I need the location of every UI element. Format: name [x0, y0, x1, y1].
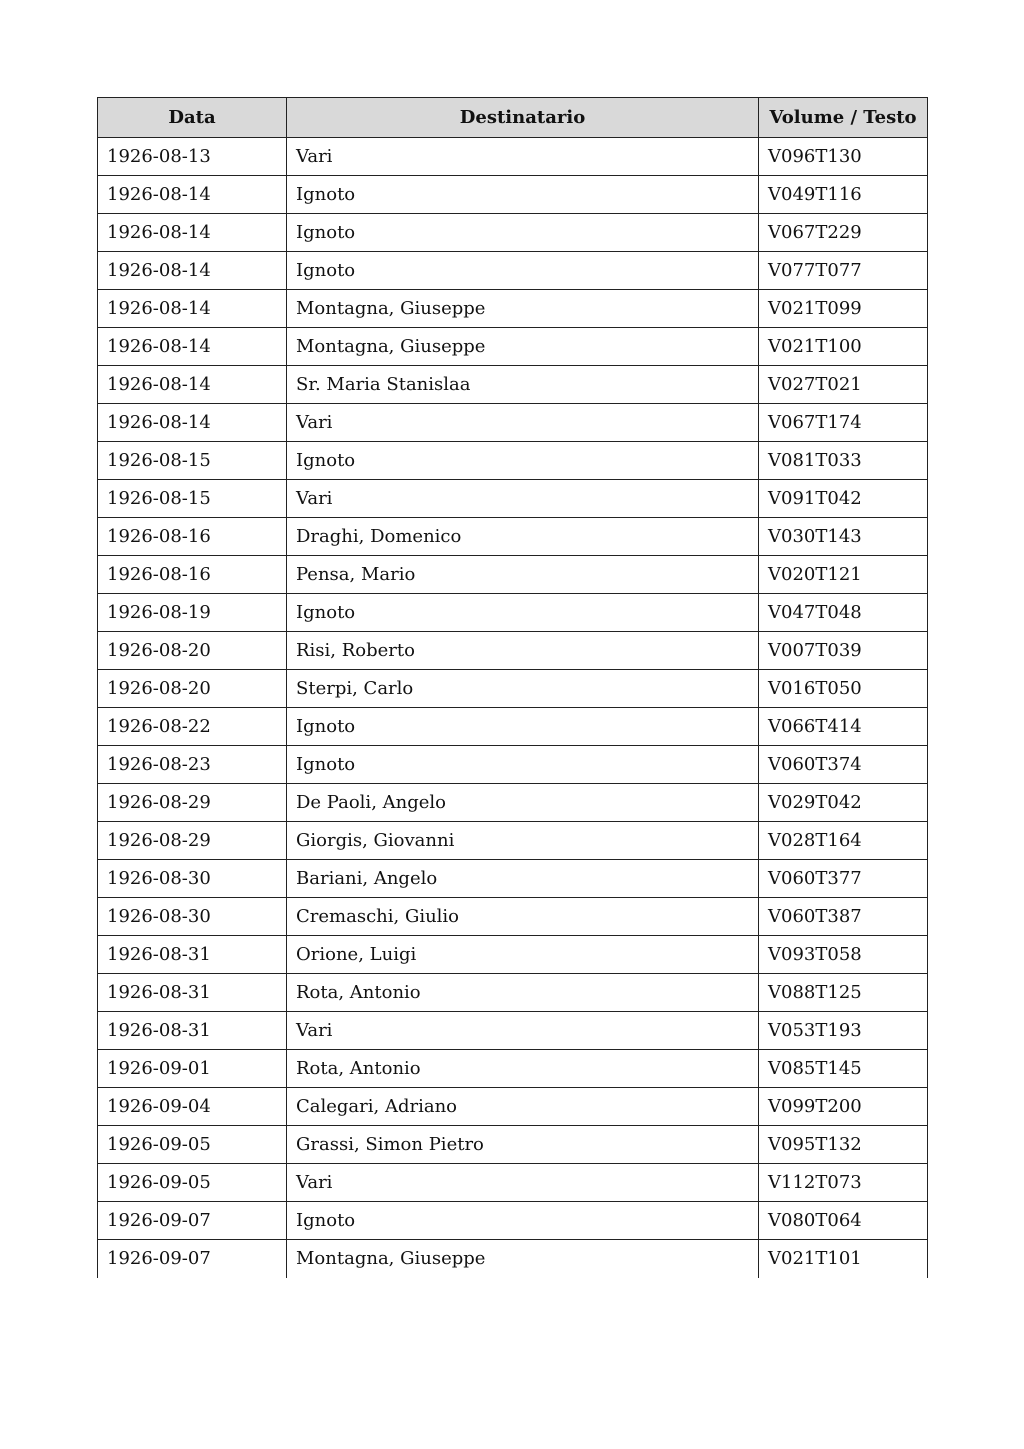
cell-volume-text: V020T121: [759, 556, 928, 594]
cell-volume-text: V112T073: [759, 1164, 928, 1202]
table-row: [98, 746, 928, 784]
cell-recipient: Draghi, Domenico: [287, 518, 759, 556]
column-header-volume-testo: Volume / Testo: [759, 98, 928, 138]
table-row: [98, 138, 928, 176]
table-row: [98, 1126, 928, 1164]
cell-recipient: Vari: [287, 138, 759, 176]
cell-volume-text: V027T021: [759, 366, 928, 404]
cell-recipient: De Paoli, Angelo: [287, 784, 759, 822]
table-row: [98, 784, 928, 822]
cell-recipient: Ignoto: [287, 708, 759, 746]
cell-volume-text: V028T164: [759, 822, 928, 860]
table-row: [98, 1088, 928, 1126]
cell-date: 1926-08-20: [98, 632, 287, 670]
cell-volume-text: V021T100: [759, 328, 928, 366]
cell-recipient: Ignoto: [287, 746, 759, 784]
cell-recipient: Vari: [287, 480, 759, 518]
cell-recipient: Vari: [287, 1012, 759, 1050]
cell-recipient: Cremaschi, Giulio: [287, 898, 759, 936]
cell-date: 1926-09-05: [98, 1126, 287, 1164]
cell-date: 1926-08-14: [98, 252, 287, 290]
cell-date: 1926-09-07: [98, 1202, 287, 1240]
table-row: [98, 176, 928, 214]
cell-volume-text: V060T374: [759, 746, 928, 784]
cell-recipient: Ignoto: [287, 442, 759, 480]
table-row: [98, 252, 928, 290]
cell-date: 1926-09-07: [98, 1240, 287, 1278]
table-row: [98, 404, 928, 442]
cell-date: 1926-08-31: [98, 936, 287, 974]
cell-volume-text: V088T125: [759, 974, 928, 1012]
cell-volume-text: V066T414: [759, 708, 928, 746]
cell-volume-text: V021T099: [759, 290, 928, 328]
cell-date: 1926-08-30: [98, 860, 287, 898]
cell-recipient: Sterpi, Carlo: [287, 670, 759, 708]
cell-recipient: Giorgis, Giovanni: [287, 822, 759, 860]
cell-volume-text: V096T130: [759, 138, 928, 176]
cell-date: 1926-08-20: [98, 670, 287, 708]
cell-recipient: Ignoto: [287, 1202, 759, 1240]
table-row: [98, 328, 928, 366]
cell-volume-text: V080T064: [759, 1202, 928, 1240]
cell-date: 1926-08-16: [98, 556, 287, 594]
cell-date: 1926-08-16: [98, 518, 287, 556]
cell-recipient: Ignoto: [287, 214, 759, 252]
cell-recipient: Ignoto: [287, 594, 759, 632]
cell-date: 1926-08-30: [98, 898, 287, 936]
table-row: [98, 518, 928, 556]
table-row: [98, 480, 928, 518]
table-row: [98, 898, 928, 936]
cell-volume-text: V021T101: [759, 1240, 928, 1278]
cell-recipient: Montagna, Giuseppe: [287, 328, 759, 366]
cell-date: 1926-08-23: [98, 746, 287, 784]
cell-volume-text: V067T229: [759, 214, 928, 252]
cell-date: 1926-08-14: [98, 176, 287, 214]
table-row: [98, 708, 928, 746]
table-row: [98, 442, 928, 480]
cell-date: 1926-08-14: [98, 214, 287, 252]
table-row: [98, 594, 928, 632]
cell-recipient: Pensa, Mario: [287, 556, 759, 594]
cell-date: 1926-08-14: [98, 404, 287, 442]
cell-date: 1926-09-01: [98, 1050, 287, 1088]
cell-recipient: Orione, Luigi: [287, 936, 759, 974]
table-row: [98, 632, 928, 670]
cell-date: 1926-08-14: [98, 328, 287, 366]
cell-date: 1926-08-31: [98, 974, 287, 1012]
cell-date: 1926-08-14: [98, 366, 287, 404]
cell-volume-text: V047T048: [759, 594, 928, 632]
table-row: [98, 290, 928, 328]
cell-volume-text: V099T200: [759, 1088, 928, 1126]
letters-table: [97, 97, 928, 1278]
cell-recipient: Montagna, Giuseppe: [287, 1240, 759, 1278]
table-row: [98, 974, 928, 1012]
cell-volume-text: V081T033: [759, 442, 928, 480]
cell-volume-text: V067T174: [759, 404, 928, 442]
cell-volume-text: V029T042: [759, 784, 928, 822]
cell-recipient: Calegari, Adriano: [287, 1088, 759, 1126]
table-row: [98, 936, 928, 974]
table-row: [98, 860, 928, 898]
cell-recipient: Montagna, Giuseppe: [287, 290, 759, 328]
table-header-row: [98, 98, 928, 138]
cell-date: 1926-08-13: [98, 138, 287, 176]
cell-date: 1926-08-29: [98, 822, 287, 860]
column-header-destinatario: Destinatario: [287, 98, 759, 138]
cell-recipient: Ignoto: [287, 176, 759, 214]
document-page: [97, 97, 927, 1278]
table-row: [98, 556, 928, 594]
column-header-data: Data: [98, 98, 287, 138]
cell-recipient: Rota, Antonio: [287, 974, 759, 1012]
cell-date: 1926-09-04: [98, 1088, 287, 1126]
cell-date: 1926-08-29: [98, 784, 287, 822]
cell-recipient: Sr. Maria Stanislaa: [287, 366, 759, 404]
cell-volume-text: V060T387: [759, 898, 928, 936]
cell-recipient: Vari: [287, 404, 759, 442]
cell-volume-text: V060T377: [759, 860, 928, 898]
table-row: [98, 1202, 928, 1240]
cell-date: 1926-08-19: [98, 594, 287, 632]
cell-recipient: Bariani, Angelo: [287, 860, 759, 898]
cell-date: 1926-08-31: [98, 1012, 287, 1050]
cell-volume-text: V095T132: [759, 1126, 928, 1164]
cell-volume-text: V077T077: [759, 252, 928, 290]
cell-date: 1926-08-14: [98, 290, 287, 328]
table-row: [98, 670, 928, 708]
cell-volume-text: V093T058: [759, 936, 928, 974]
cell-volume-text: V053T193: [759, 1012, 928, 1050]
cell-recipient: Risi, Roberto: [287, 632, 759, 670]
cell-date: 1926-08-22: [98, 708, 287, 746]
table-row: [98, 1240, 928, 1278]
table-row: [98, 1164, 928, 1202]
cell-recipient: Rota, Antonio: [287, 1050, 759, 1088]
table-row: [98, 214, 928, 252]
cell-recipient: Vari: [287, 1164, 759, 1202]
table-row: [98, 1050, 928, 1088]
cell-volume-text: V091T042: [759, 480, 928, 518]
cell-volume-text: V049T116: [759, 176, 928, 214]
cell-volume-text: V007T039: [759, 632, 928, 670]
cell-volume-text: V016T050: [759, 670, 928, 708]
table-body: [98, 138, 928, 1278]
cell-volume-text: V085T145: [759, 1050, 928, 1088]
cell-date: 1926-09-05: [98, 1164, 287, 1202]
table-row: [98, 366, 928, 404]
table-row: [98, 1012, 928, 1050]
cell-recipient: Grassi, Simon Pietro: [287, 1126, 759, 1164]
cell-date: 1926-08-15: [98, 442, 287, 480]
cell-date: 1926-08-15: [98, 480, 287, 518]
table-row: [98, 822, 928, 860]
cell-recipient: Ignoto: [287, 252, 759, 290]
cell-volume-text: V030T143: [759, 518, 928, 556]
